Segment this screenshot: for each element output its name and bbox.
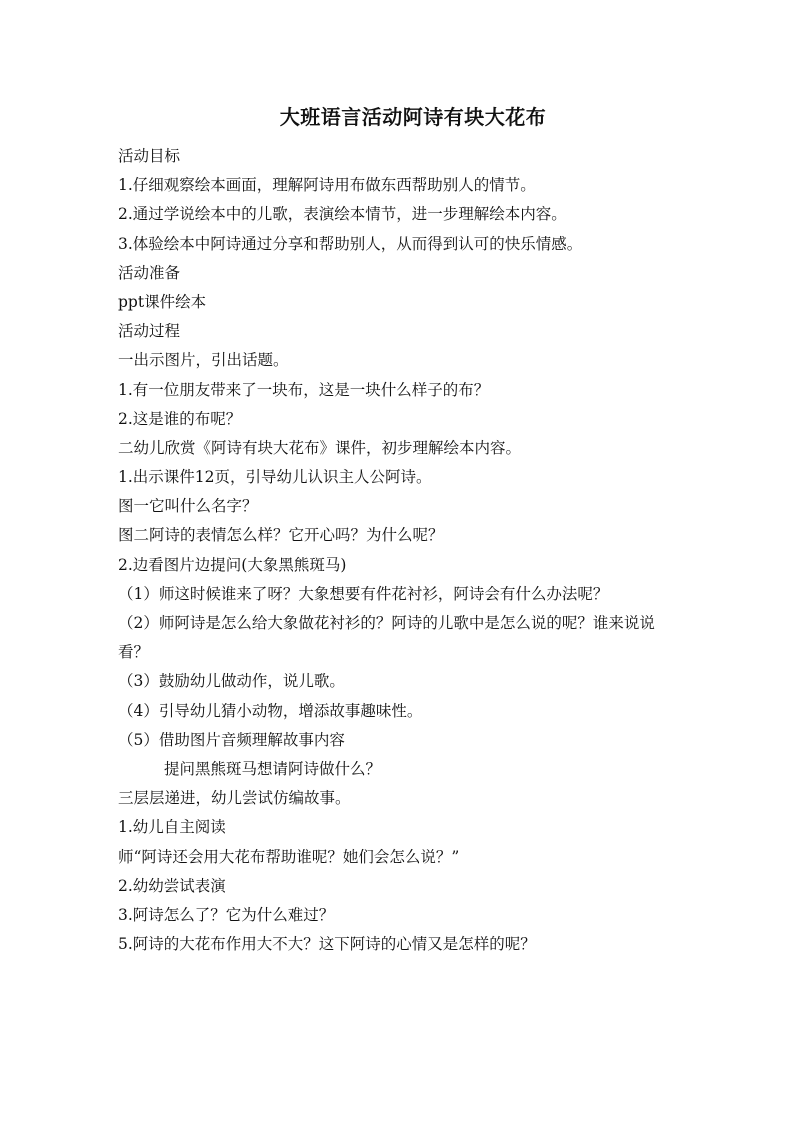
document-title: 大班语言活动阿诗有块大花布 — [279, 105, 547, 129]
process-line: （2）师阿诗是怎么给大象做花衬衫的？阿诗的儿歌中是怎么说的呢？谁来说说 — [118, 614, 655, 632]
section-heading-preparation: 活动准备 — [118, 263, 181, 282]
process-line: 1.幼儿自主阅读 — [118, 818, 226, 837]
process-line: 图二阿诗的表情怎么样？它开心吗？为什么呢？ — [118, 526, 444, 545]
process-line: 图一它叫什么名字？ — [118, 497, 258, 516]
section-heading-process: 活动过程 — [118, 322, 181, 341]
process-line: 2.幼幼尝试表演 — [118, 876, 226, 895]
process-line: 看？ — [118, 643, 150, 662]
process-line: 师“阿诗还会用大花布帮助谁呢？她们会怎么说？” — [118, 847, 460, 866]
goal-item-1: 1.仔细观察绘本画面，理解阿诗用布做东西帮助别人的情节。 — [118, 176, 536, 195]
process-step-3: 三层层递进，幼儿尝试仿编故事。 — [118, 789, 351, 808]
document-body — [118, 142, 718, 959]
process-step-2: 二幼儿欣赏《阿诗有块大花布》课件，初步理解绘本内容。 — [118, 438, 522, 457]
goal-item-3: 3.体验绘本中阿诗通过分享和帮助别人，从而得到认可的快乐情感。 — [118, 234, 583, 253]
process-line: 3.阿诗怎么了？它为什么难过？ — [118, 905, 335, 924]
goal-item-2: 2.通过学说绘本中的儿歌，表演绘本情节，进一步理解绘本内容。 — [118, 205, 567, 224]
process-line: （5）借助图片音频理解故事内容 — [118, 730, 345, 749]
process-line-indented: 提问黑熊斑马想请阿诗做什么？ — [164, 759, 382, 778]
process-step-1: 一出示图片，引出话题。 — [118, 351, 289, 370]
process-line: （3）鼓励幼儿做动作，说儿歌。 — [118, 672, 345, 691]
section-heading-goals: 活动目标 — [118, 147, 181, 165]
process-line: 2.边看图片边提问(大象黑熊斑马) — [118, 555, 347, 574]
process-line: 1.有一位朋友带来了一块布，这是一块什么样子的布？ — [118, 380, 490, 399]
process-line: 5.阿诗的大花布作用大不大？这下阿诗的心情又是怎样的呢？ — [118, 935, 536, 954]
process-line: 2.这是谁的布呢？ — [118, 409, 242, 428]
preparation-item: ppt课件绘本 — [118, 292, 207, 311]
process-line: （4）引导幼儿猜小动物，增添故事趣味性。 — [118, 701, 423, 720]
process-line: 1.出示课件12页，引导幼儿认识主人公阿诗。 — [118, 468, 432, 487]
process-line: （1）师这时候谁来了呀？大象想要有件花衬衫，阿诗会有什么办法呢？ — [118, 584, 609, 603]
